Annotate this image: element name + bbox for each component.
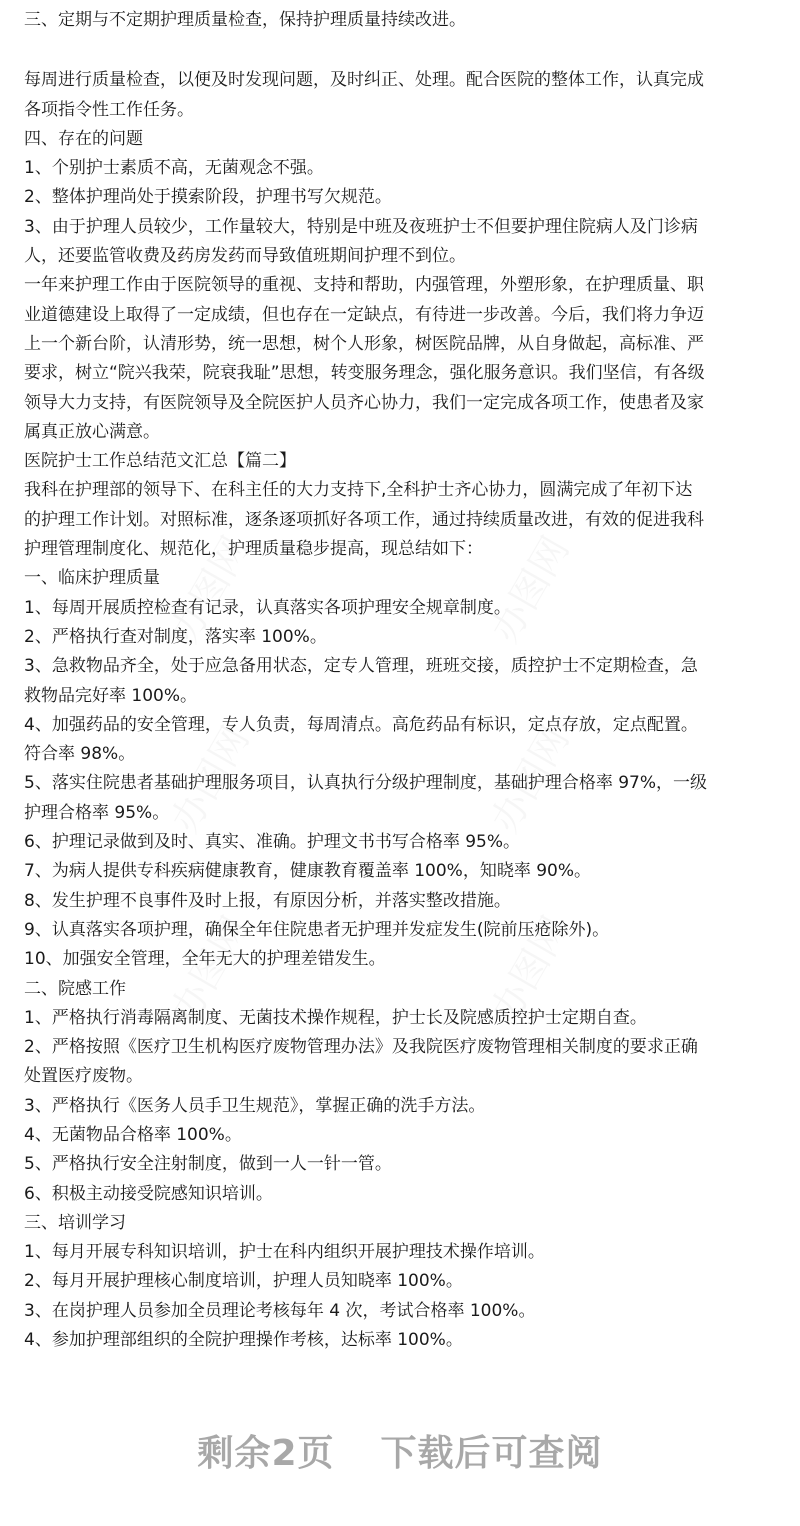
text-line: 1、每月开展专科知识培训，护士在科内组织开展护理技术操作培训。 xyxy=(24,1242,545,1263)
text-line: 护理管理制度化、规范化，护理质量稳步提高，现总结如下： xyxy=(24,539,483,560)
text-line: 一年来护理工作由于医院领导的重视、支持和帮助，内强管理，外塑形象，在护理质量、职 xyxy=(24,275,704,296)
download-to-view-label: 下载后可查阅 xyxy=(380,1432,603,1474)
clipped-top-line xyxy=(24,0,778,6)
section-b xyxy=(24,66,778,1355)
text-line: 每周进行质量检查，以便及时发现问题，及时纠正、处理。配合医院的整体工作，认真完成 xyxy=(24,70,704,91)
text-line: 7、为病人提供专科疾病健康教育，健康教育覆盖率 100%，知晓率 90%。 xyxy=(24,861,592,882)
text-line: 领导大力支持，有医院领导及全院医护人员齐心协力，我们一定完成各项工作，使患者及家 xyxy=(24,392,704,413)
text-line: 2、严格按照《医疗卫生机构医疗废物管理办法》及我院医疗废物管理相关制度的要求正确 xyxy=(24,1037,698,1058)
text-line: 上一个新台阶，认清形势，统一思想，树个人形象，树医院品牌，从自身做起，高标准、严 xyxy=(24,333,704,354)
text-line: 各项指令性工作任务。 xyxy=(24,99,194,120)
text-line: 三、培训学习 xyxy=(24,1212,126,1233)
section-a xyxy=(24,6,778,35)
download-prompt xyxy=(0,1426,800,1474)
text-line: 8、发生护理不良事件及时上报，有原因分析，并落实整改措施。 xyxy=(24,890,511,911)
text-line: 我科在护理部的领导下、在科主任的大力支持下,全科护士齐心协力，圆满完成了年初下达 xyxy=(24,480,693,501)
text-line: 10、加强安全管理，全年无大的护理差错发生。 xyxy=(24,949,386,970)
text-line: 2、严格执行查对制度，落实率 100%。 xyxy=(24,626,327,647)
text-line: 三、定期与不定期护理质量检查，保持护理质量持续改进。 xyxy=(24,10,466,30)
text-line: 符合率 98%。 xyxy=(24,744,136,765)
document-body xyxy=(24,0,778,1355)
text-line: 的护理工作计划。对照标准，逐条逐项抓好各项工作，通过持续质量改进，有效的促进我科 xyxy=(24,509,704,530)
text-line: 3、由于护理人员较少，工作量较大，特别是中班及夜班护士不但要护理住院病人及门诊病 xyxy=(24,216,698,237)
text-line: 4、无菌物品合格率 100%。 xyxy=(24,1124,242,1145)
text-line: 救物品完好率 100%。 xyxy=(24,685,198,706)
text-line: 6、积极主动接受院感知识培训。 xyxy=(24,1183,273,1204)
text-line: 4、加强药品的安全管理，专人负责，每周清点。高危药品有标识，定点存放，定点配置。 xyxy=(24,714,698,735)
text-line: 一、临床护理质量 xyxy=(24,568,160,589)
blank-gap xyxy=(24,35,778,66)
text-line: 要求，树立“院兴我荣，院衰我耻”思想，转变服务理念，强化服务意识。我们坚信，有各级 xyxy=(24,363,705,384)
remaining-pages-label: 剩余2页 xyxy=(197,1432,335,1474)
text-line: 5、落实住院患者基础护理服务项目，认真执行分级护理制度，基础护理合格率 97%，一级 xyxy=(24,773,708,794)
text-line: 处置医疗废物。 xyxy=(24,1066,143,1087)
text-line: 6、护理记录做到及时、真实、准确。护理文书书写合格率 95%。 xyxy=(24,832,521,853)
text-line: 5、严格执行安全注射制度，做到一人一针一管。 xyxy=(24,1154,392,1175)
text-line: 二、院感工作 xyxy=(24,978,126,999)
text-line: 4、参加护理部组织的全院护理操作考核，达标率 100%。 xyxy=(24,1330,463,1351)
text-line: 人，还要监管收费及药房发药而导致值班期间护理不到位。 xyxy=(24,246,466,267)
text-line: 属真正放心满意。 xyxy=(24,421,160,442)
text-line: 业道德建设上取得了一定成绩，但也存在一定缺点，有待进一步改善。今后，我们将力争迈 xyxy=(24,304,704,325)
text-line: 1、严格执行消毒隔离制度、无菌技术操作规程，护士长及院感质控护士定期自查。 xyxy=(24,1007,647,1028)
text-line: 3、在岗护理人员参加全员理论考核每年 4 次，考试合格率 100%。 xyxy=(24,1300,536,1321)
text-line xyxy=(24,0,160,6)
text-line: 3、急救物品齐全，处于应急备用状态，定专人管理，班班交接，质控护士不定期检查，急 xyxy=(24,656,698,677)
text-line: 1、个别护士素质不高，无菌观念不强。 xyxy=(24,158,324,179)
text-line: 1、每周开展质控检查有记录，认真落实各项护理安全规章制度。 xyxy=(24,597,511,618)
text-line: 护理合格率 95%。 xyxy=(24,802,170,823)
text-line: 3、严格执行《医务人员手卫生规范》，掌握正确的洗手方法。 xyxy=(24,1095,486,1116)
text-line: 2、每月开展护理核心制度培训，护理人员知晓率 100%。 xyxy=(24,1271,463,1292)
text-line: 9、认真落实各项护理，确保全年住院患者无护理并发症发生(院前压疮除外)。 xyxy=(24,919,610,940)
text-line: 2、整体护理尚处于摸索阶段，护理书写欠规范。 xyxy=(24,187,392,208)
text-line: 四、存在的问题 xyxy=(24,128,143,149)
text-line: 医院护士工作总结范文汇总【篇二】 xyxy=(24,451,296,472)
